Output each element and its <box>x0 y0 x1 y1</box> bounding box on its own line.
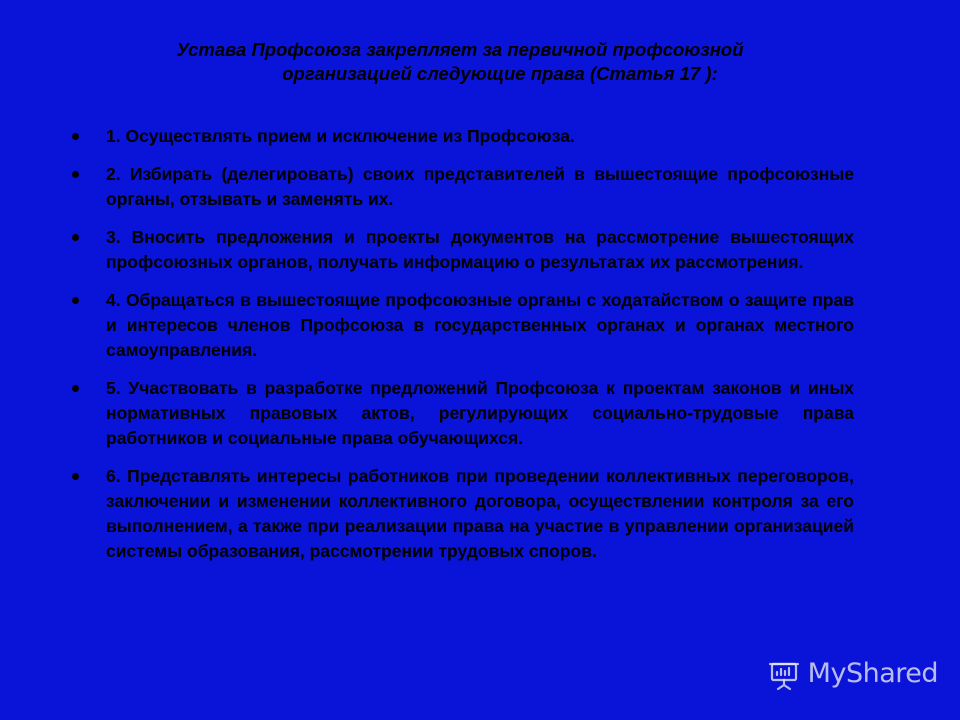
list-item-text: 2. Избирать (делегировать) своих представителей в вышестоящие профсоюзные органы, отзывать и заменять их. <box>106 164 854 209</box>
list-item-text: 4. Обращаться в вышестоящие профсоюзные органы с ходатайством о защите прав и интересов членов Профсоюза в государственных органах и органах местного самоуправления. <box>106 290 854 360</box>
bullet-icon <box>72 473 79 480</box>
list-item <box>70 288 854 363</box>
bullet-icon <box>72 385 79 392</box>
myshared-watermark <box>766 654 938 694</box>
bullet-icon <box>72 234 79 241</box>
slide-title <box>0 38 960 86</box>
list-item-text: 1. Осуществлять прием и исключение из Профсоюза. <box>106 126 575 146</box>
bullet-icon <box>72 133 79 140</box>
list-item <box>70 124 854 149</box>
list-item <box>70 464 854 564</box>
bullet-icon <box>72 297 79 304</box>
list-item-text: 5. Участвовать в разработке предложений Профсоюза к проектам законов и иных нормативных правовых актов, регулирующих социально-трудовые права работников и социальные права обучающихся. <box>106 378 854 448</box>
bullet-icon <box>72 171 79 178</box>
list-item-text: 6. Представлять интересы работников при проведении коллективных переговоров, заключении и изменении коллективного договора, осуществлении контроля за его выполнением, а также при реализации права на участие в управлении организацией системы образования, рассмотрении трудовых споров. <box>106 466 854 561</box>
list-item-text: 3. Вносить предложения и проекты документов на рассмотрение вышестоящих профсоюзных органов, получать информацию о результатах их рассмотрения. <box>106 227 854 272</box>
slide-title-line-2: организацией следующие права (Статья 17 ): <box>282 63 718 84</box>
list-item <box>70 225 854 275</box>
presentation-board-icon <box>766 656 802 692</box>
slide-title-line-1: Устава Профсоюза закрепляет за первичной профсоюзной <box>176 39 744 60</box>
watermark-text: MyShared <box>807 658 938 689</box>
list-item <box>70 376 854 451</box>
list-item <box>70 162 854 212</box>
rights-list <box>70 124 854 577</box>
